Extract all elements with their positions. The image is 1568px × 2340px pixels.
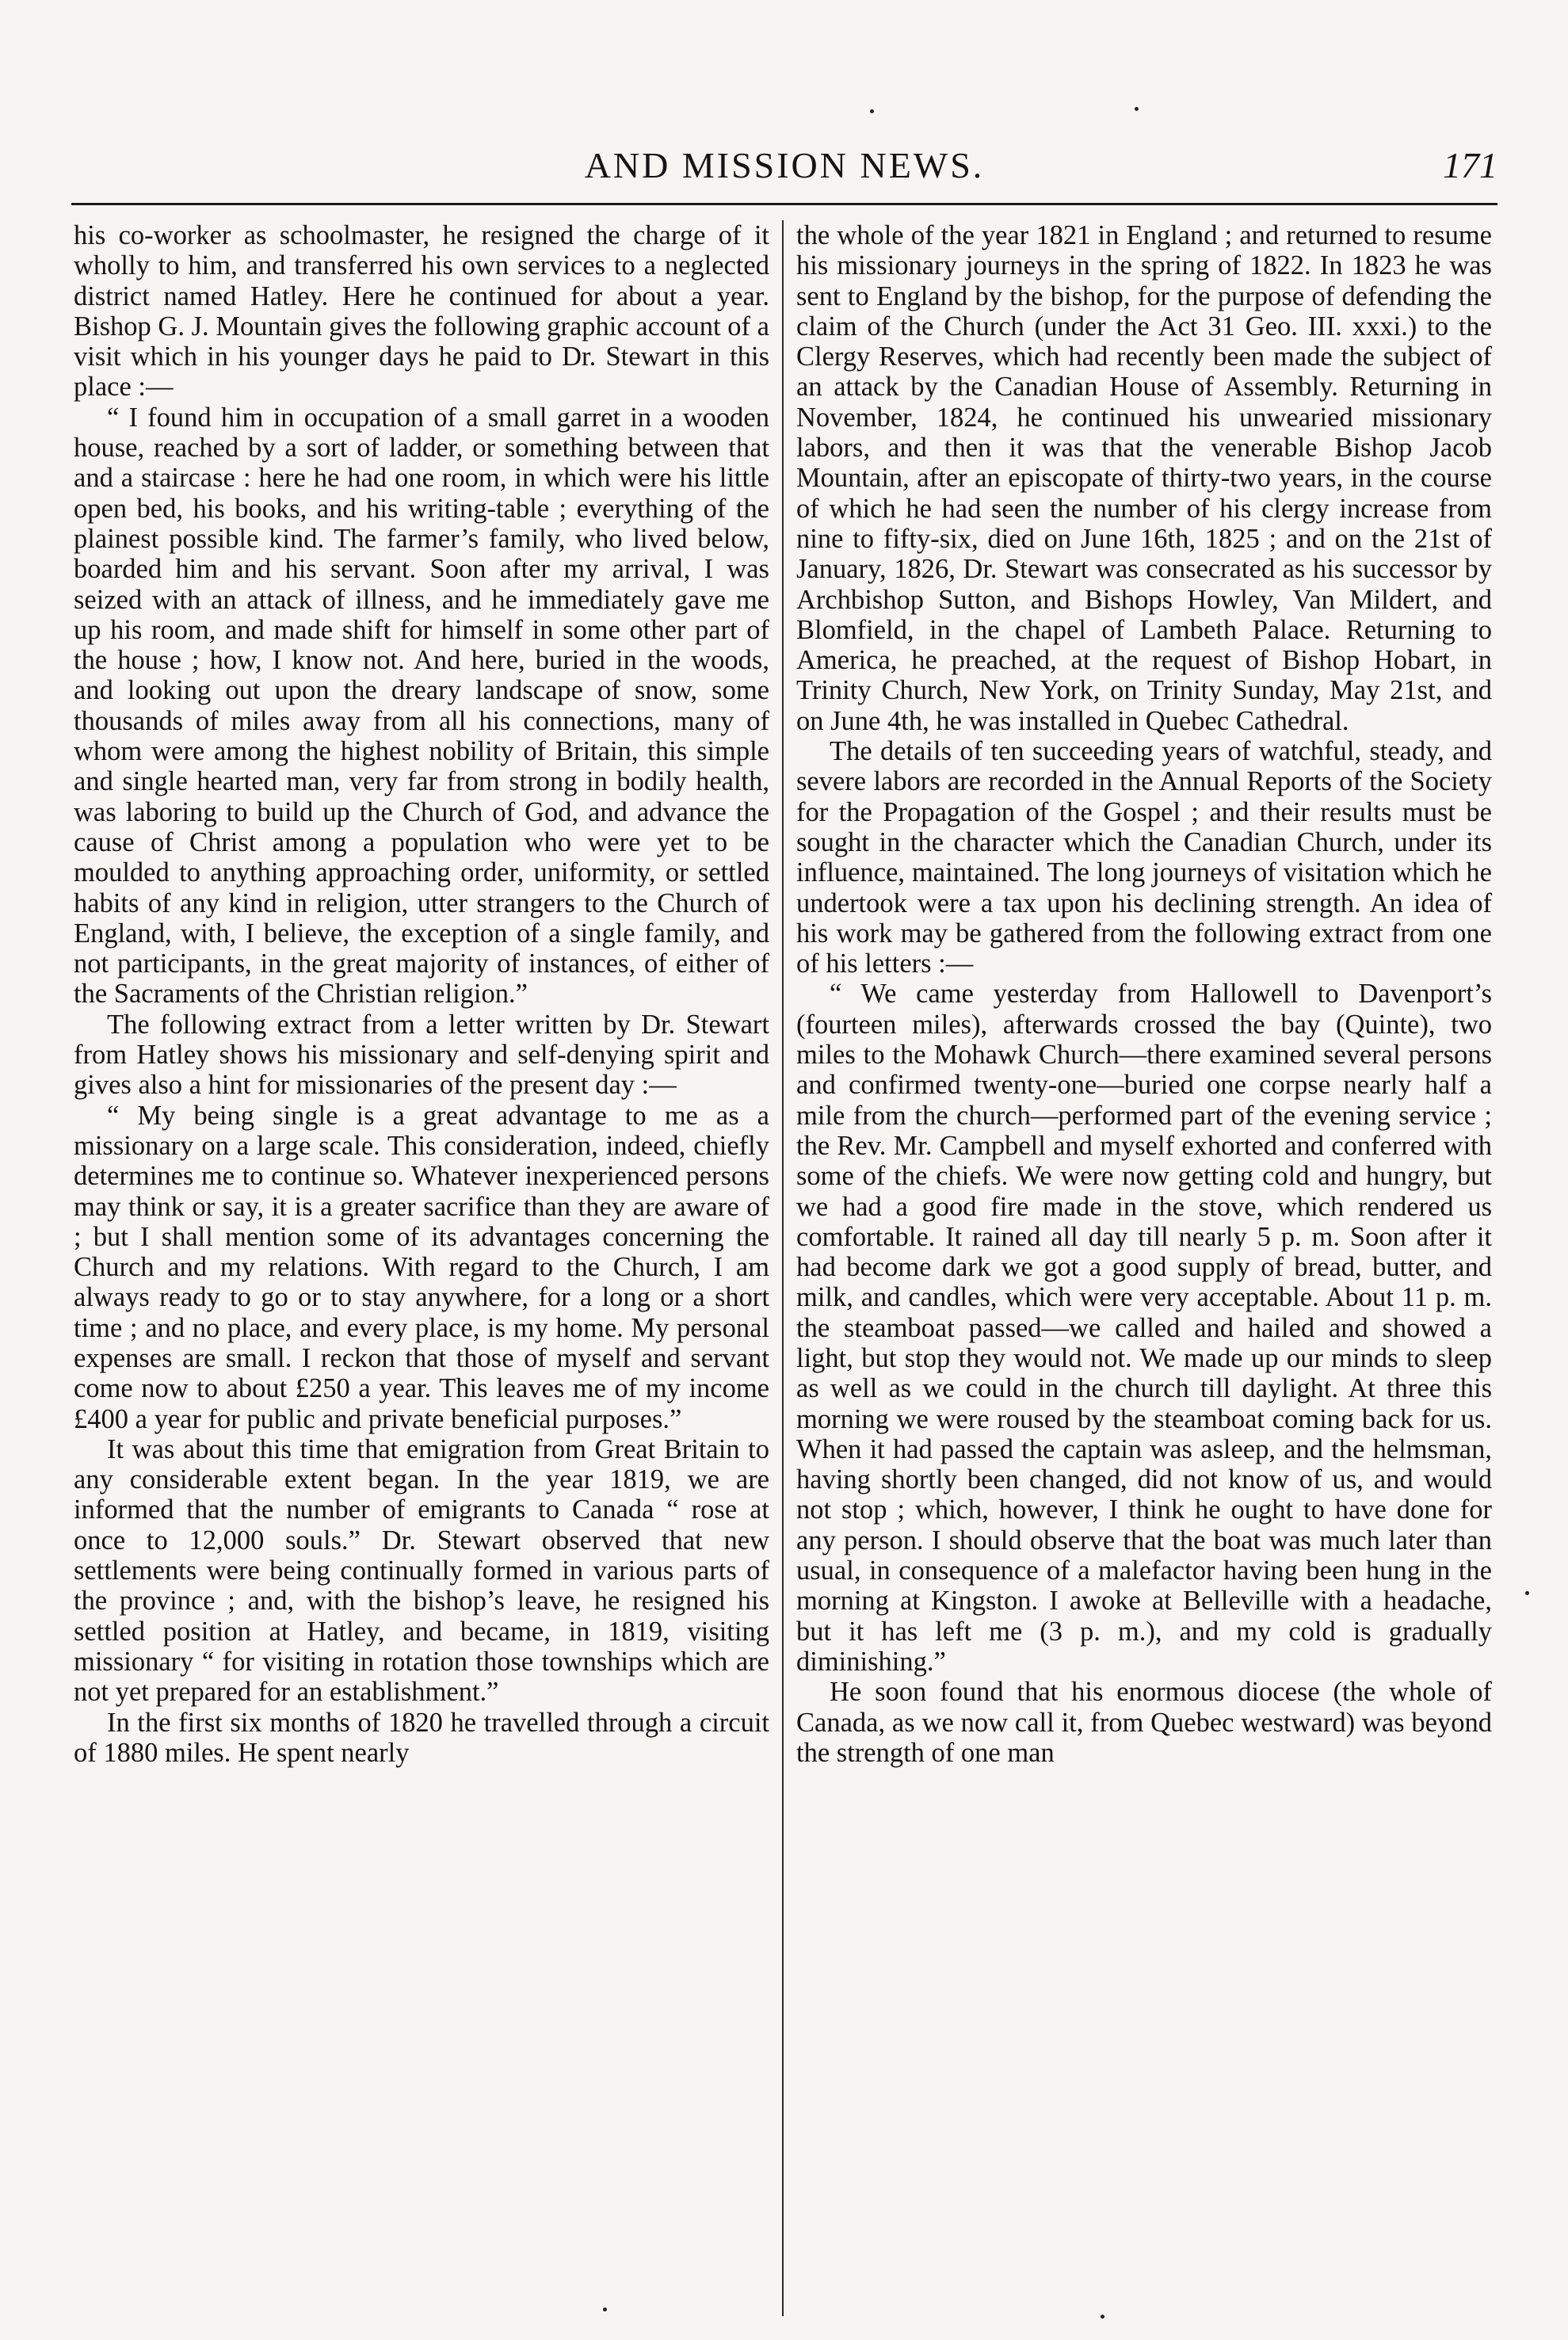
print-speck	[603, 2308, 607, 2311]
header-rule	[71, 203, 1497, 205]
paragraph: The following extract from a letter written by Dr. Stewart from Hatley shows his missionary and self-denying spirit and gives also a hint for missionaries of the present day :—	[74, 1009, 769, 1101]
right-column	[796, 220, 1492, 1768]
print-speck	[1135, 107, 1139, 111]
print-speck	[1525, 1591, 1529, 1595]
paragraph: “ I found him in occupation of a small garret in a wooden house, reached by a sort of ladder, or something between that and a staircase : here he had one room, in which were his little open bed, his books, and his writing-table ; everything of the plainest possible kind. The farmer’s family, who lived below, boarded him and his servant. Soon after my arrival, I was seized with an attack of illness, and he immediately gave me up his room, and made shift for himself in some other part of the house ; how, I know not. And here, buried in the woods, and looking out upon the dreary landscape of snow, some thousands of miles away from all his connections, many of whom were among the highest nobility of Britain, this simple and single hearted man, very far from strong in bodily health, was laboring to build up the Church of God, and advance the cause of Christ among a population who were yet to be moulded to anything approaching order, uniformity, or settled habits of any kind in religion, utter strangers to the Church of England, with, I believe, the exception of a single family, and not participants, in the great majority of instances, of either of the Sacraments of the Christian religion.”	[74, 402, 769, 1010]
paragraph: “ My being single is a great advantage to me as a missionary on a large scale. This consideration, indeed, chiefly determines me to continue so. Whatever inexperienced persons may think or say, it is a greater sacrifice than they are aware of ; but I shall mention some of its advantages concerning the Church and my relations. With regard to the Church, I am always ready to go or to stay anywhere, for a long or a short time ; and no place, and every place, is my home. My personal expenses are small. I reckon that those of myself and servant come now to about £250 a year. This leaves me of my income £400 a year for public and private beneficial purposes.”	[74, 1100, 769, 1434]
left-column	[74, 220, 769, 1768]
paragraph: the whole of the year 1821 in England ; and returned to resume his missionary journeys in the spring of 1822. In 1823 he was sent to England by the bishop, for the purpose of defending the claim of the Church (under the Act 31 Geo. III. xxxi.) to the Clergy Reserves, which had recently been made the subject of an attack by the Canadian House of Assembly. Returning in November, 1824, he continued his unwearied missionary labors, and then it was that the venerable Bishop Jacob Mountain, after an episcopate of thirty-two years, in the course of which he had seen the number of his clergy increase from nine to fifty-six, died on June 16th, 1825 ; and on the 21st of January, 1826, Dr. Stewart was consecrated as his successor by Archbishop Sutton, and Bishops Howley, Van Mildert, and Blomfield, in the chapel of Lambeth Palace. Returning to America, he preached, at the request of Bishop Hobart, in Trinity Church, New York, on Trinity Sunday, May 21st, and on June 4th, he was installed in Quebec Cathedral.	[796, 220, 1492, 736]
column-divider	[782, 220, 784, 2316]
paragraph: The details of ten succeeding years of watchful, steady, and severe labors are recorded in the Annual Reports of the Society for the Propagation of the Gospel ; and their results must be sought in the character which the Canadian Church, under its influence, maintained. The long journeys of visitation which he undertook were a tax upon his declining strength. An idea of his work may be gathered from the following extract from one of his letters :—	[796, 736, 1492, 979]
running-header	[71, 141, 1497, 197]
page-number: 171	[1443, 145, 1497, 185]
paragraph: It was about this time that emigration from Great Britain to any considerable extent began. In the year 1819, we are informed that the number of emigrants to Canada “ rose at once to 12,000 souls.” Dr. Stewart observed that new settlements were being continually formed in various parts of the province ; and, with the bishop’s leave, he resigned his settled position at Hatley, and became, in 1819, visiting missionary “ for visiting in rotation those townships which are not yet prepared for an establishment.”	[74, 1433, 769, 1708]
print-speck	[1101, 2315, 1104, 2319]
paragraph: “ We came yesterday from Hallowell to Davenport’s (fourteen miles), afterwards crossed the bay (Quinte), two miles to the Mohawk Church—there examined several persons and confirmed twenty-one—buried one corpse nearly half a mile from the church—performed part of the evening service ; the Rev. Mr. Campbell and myself exhorted and conferred with some of the chiefs. We were now getting cold and hungry, but we had a good fire made in the stove, which rendered us comfortable. It rained all day till nearly 5 p. m. Soon after it had become dark we got a good supply of bread, butter, and milk, and candles, which were very acceptable. About 11 p. m. the steamboat passed—we called and hailed and showed a light, but stop they would not. We made up our minds to sleep as well as we could in the church till daylight. At three this morning we were roused by the steamboat coming back for us. When it had passed the captain was asleep, and the helmsman, having shortly been changed, did not know of us, and would not stop ; which, however, I think he ought to have done for any person. I should observe that the boat was much later than usual, in consequence of a malefactor having been hung in the morning at Kingston. I awoke at Belleville with a headache, but it has left me (3 p. m.), and my cold is gradually diminishing.”	[796, 979, 1492, 1677]
paragraph: He soon found that his enormous diocese (the whole of Canada, as we now call it, from Quebec westward) was beyond the strength of one man	[796, 1677, 1492, 1768]
header-title: AND MISSION NEWS.	[584, 145, 985, 185]
print-speck	[870, 109, 874, 113]
paragraph: his co-worker as schoolmaster, he resigned the charge of it wholly to him, and transferred his own services to a neglected district named Hatley. Here he continued for about a year. Bishop G. J. Mountain gives the following graphic account of a visit which in his younger days he paid to Dr. Stewart in this place :—	[74, 220, 769, 403]
paragraph: In the first six months of 1820 he travelled through a circuit of 1880 miles. He spent nearly	[74, 1707, 769, 1768]
